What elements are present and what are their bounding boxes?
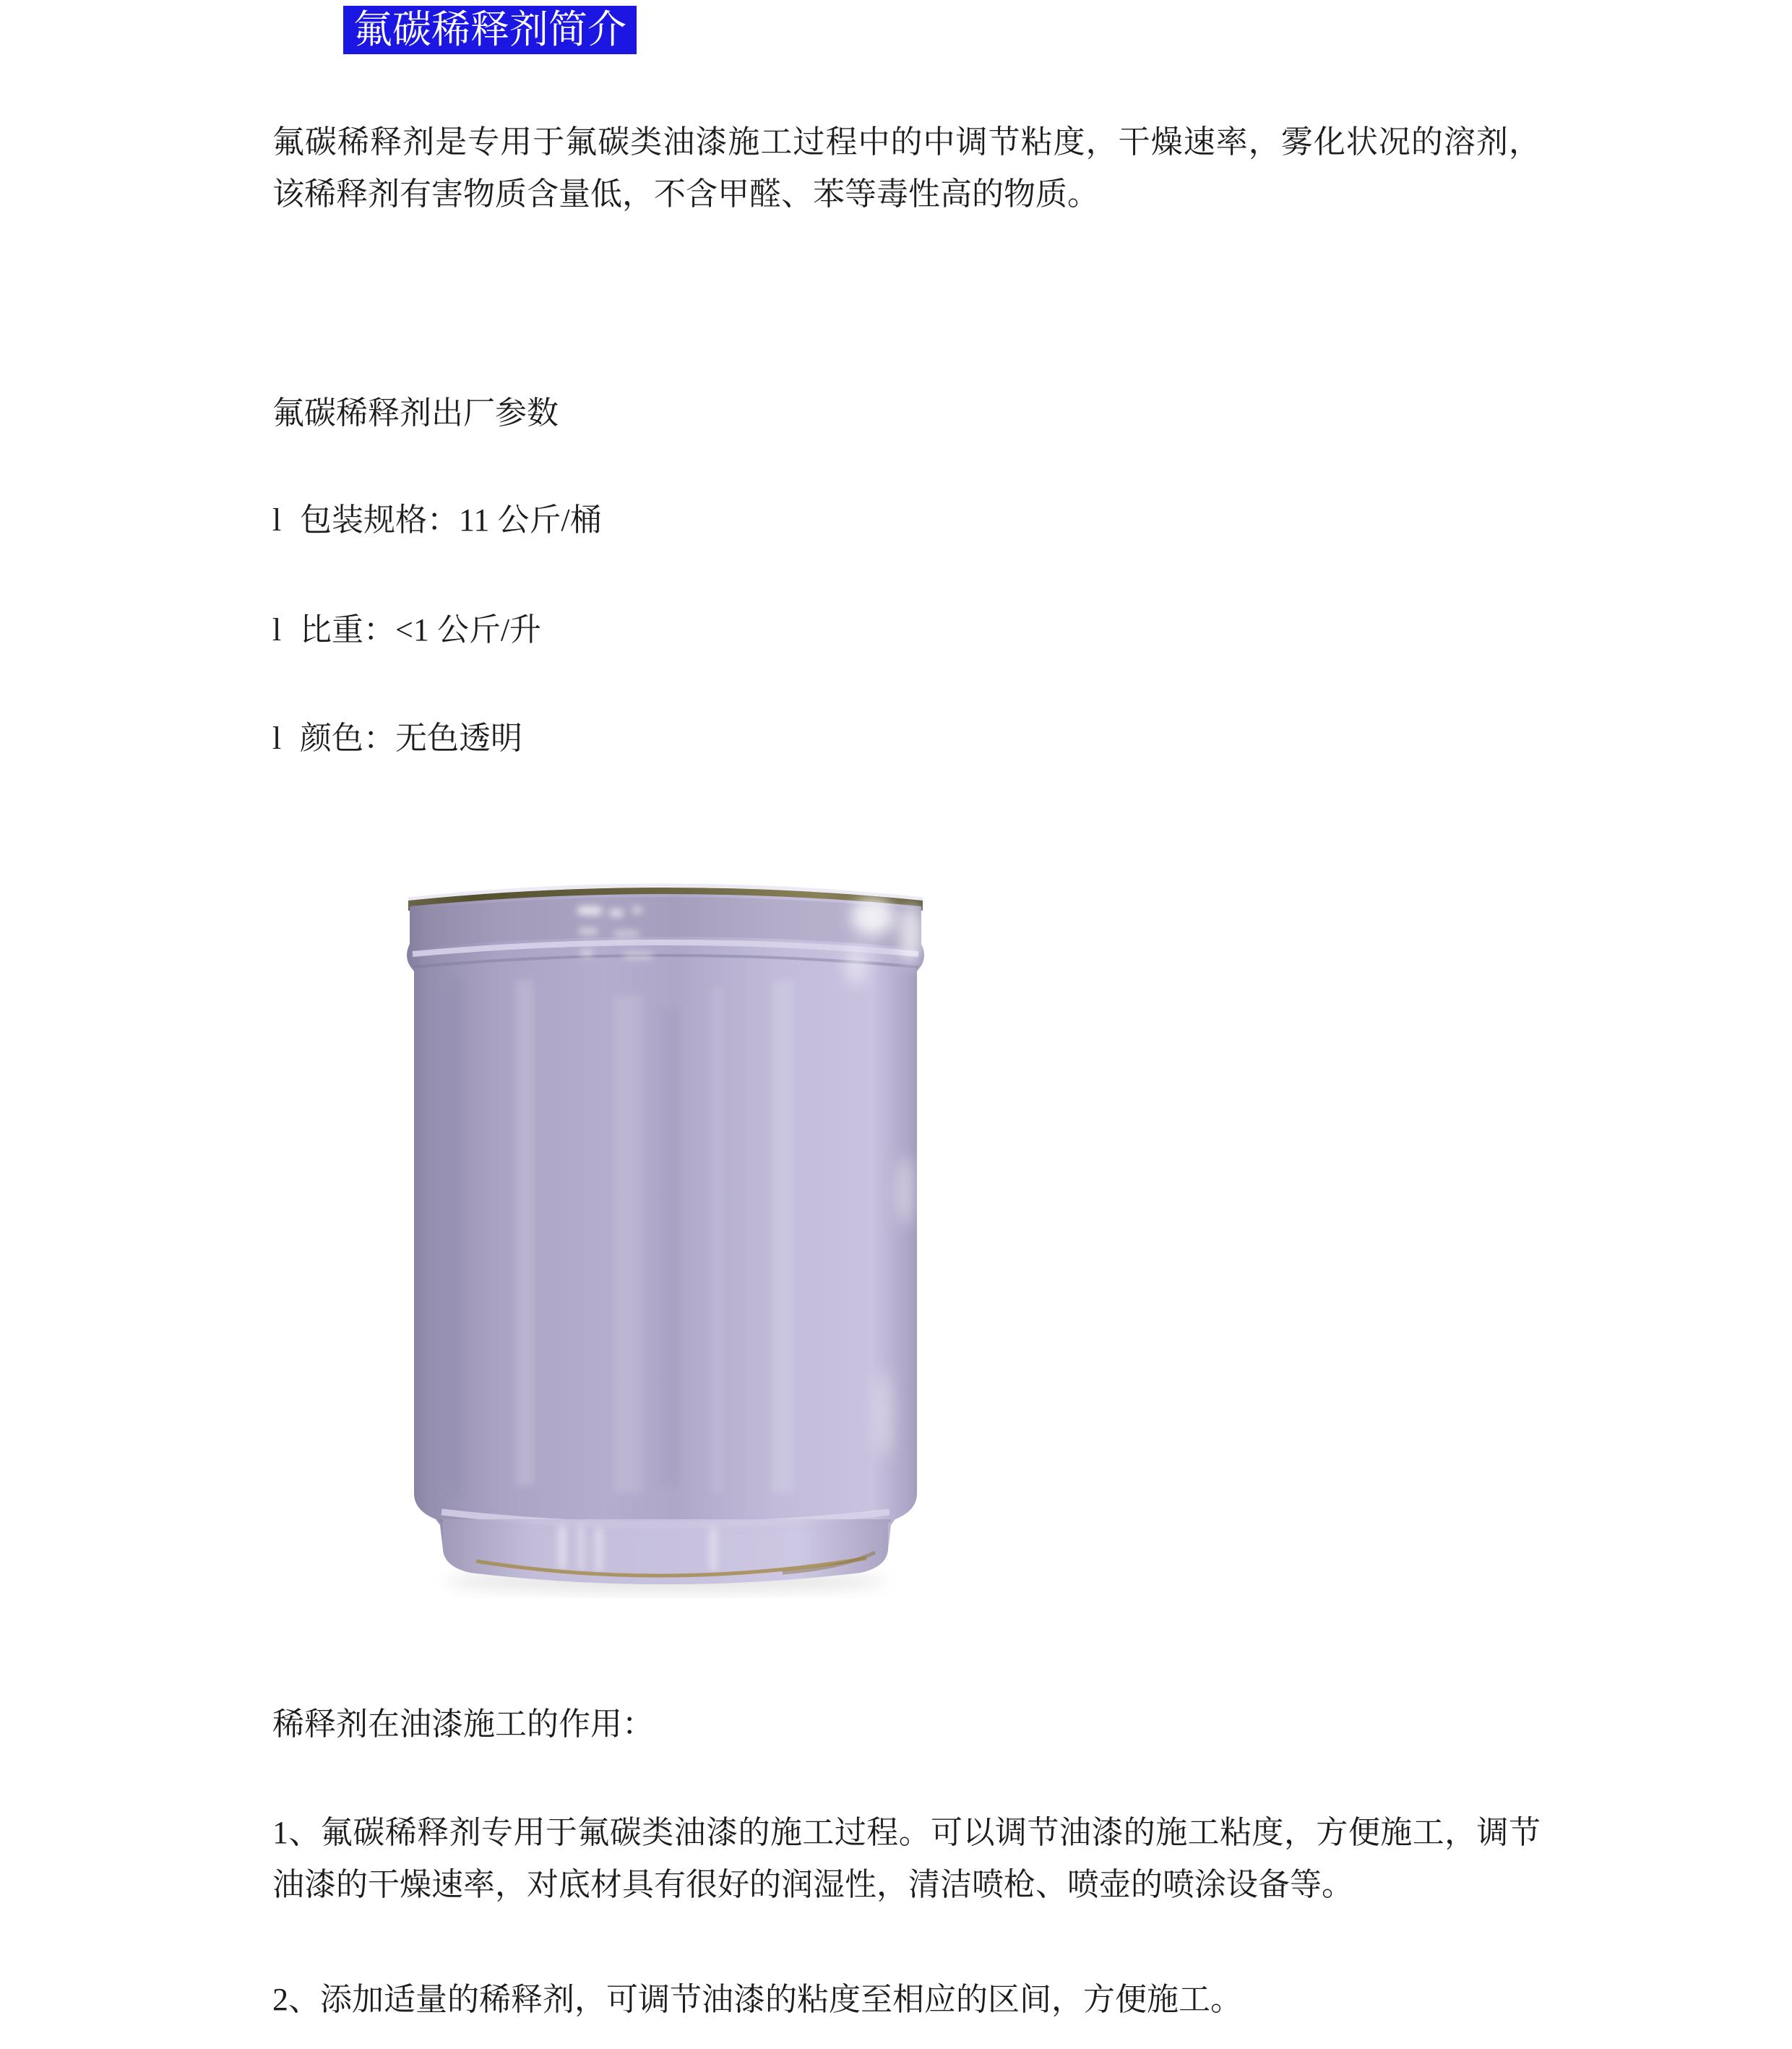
intro-paragraph: 氟碳稀释剂是专用于氟碳类油漆施工过程中的中调节粘度，干燥速率，雾化状况的溶剂，该稀释剂有害物质含量低，不含甲醛、苯等毒性高的物质。 (272, 124, 1541, 212)
paint-drum-illustration (407, 864, 924, 1598)
param-item-density (272, 613, 541, 648)
list-bullet: l (272, 721, 282, 756)
usage-paragraph-1: 1、氟碳稀释剂专用于氟碳类油漆的施工过程。可以调节油漆的施工粘度，方便施工，调节油漆的干燥速率，对底材具有很好的润湿性，清洁喷枪、喷壶的喷涂设备等。 (272, 1815, 1541, 1902)
param-text: 包装规格：11 公斤/桶 (300, 502, 602, 538)
param-text: 颜色：无色透明 (300, 721, 522, 756)
page-title: 氟碳稀释剂简介 (343, 6, 637, 54)
param-text: 比重：<1 公斤/升 (300, 612, 542, 648)
list-bullet: l (272, 502, 282, 538)
param-item-packaging (272, 503, 602, 538)
usage-paragraph-2: 2、添加适量的稀释剂，可调节油漆的粘度至相应的区间，方便施工。 (272, 1982, 1242, 2017)
paint-drum-photo (407, 864, 924, 1598)
list-bullet: l (272, 612, 282, 648)
param-item-color (272, 721, 522, 756)
usage-heading: 稀释剂在油漆施工的作用： (272, 1706, 654, 1742)
params-heading: 氟碳稀释剂出厂参数 (272, 395, 559, 431)
